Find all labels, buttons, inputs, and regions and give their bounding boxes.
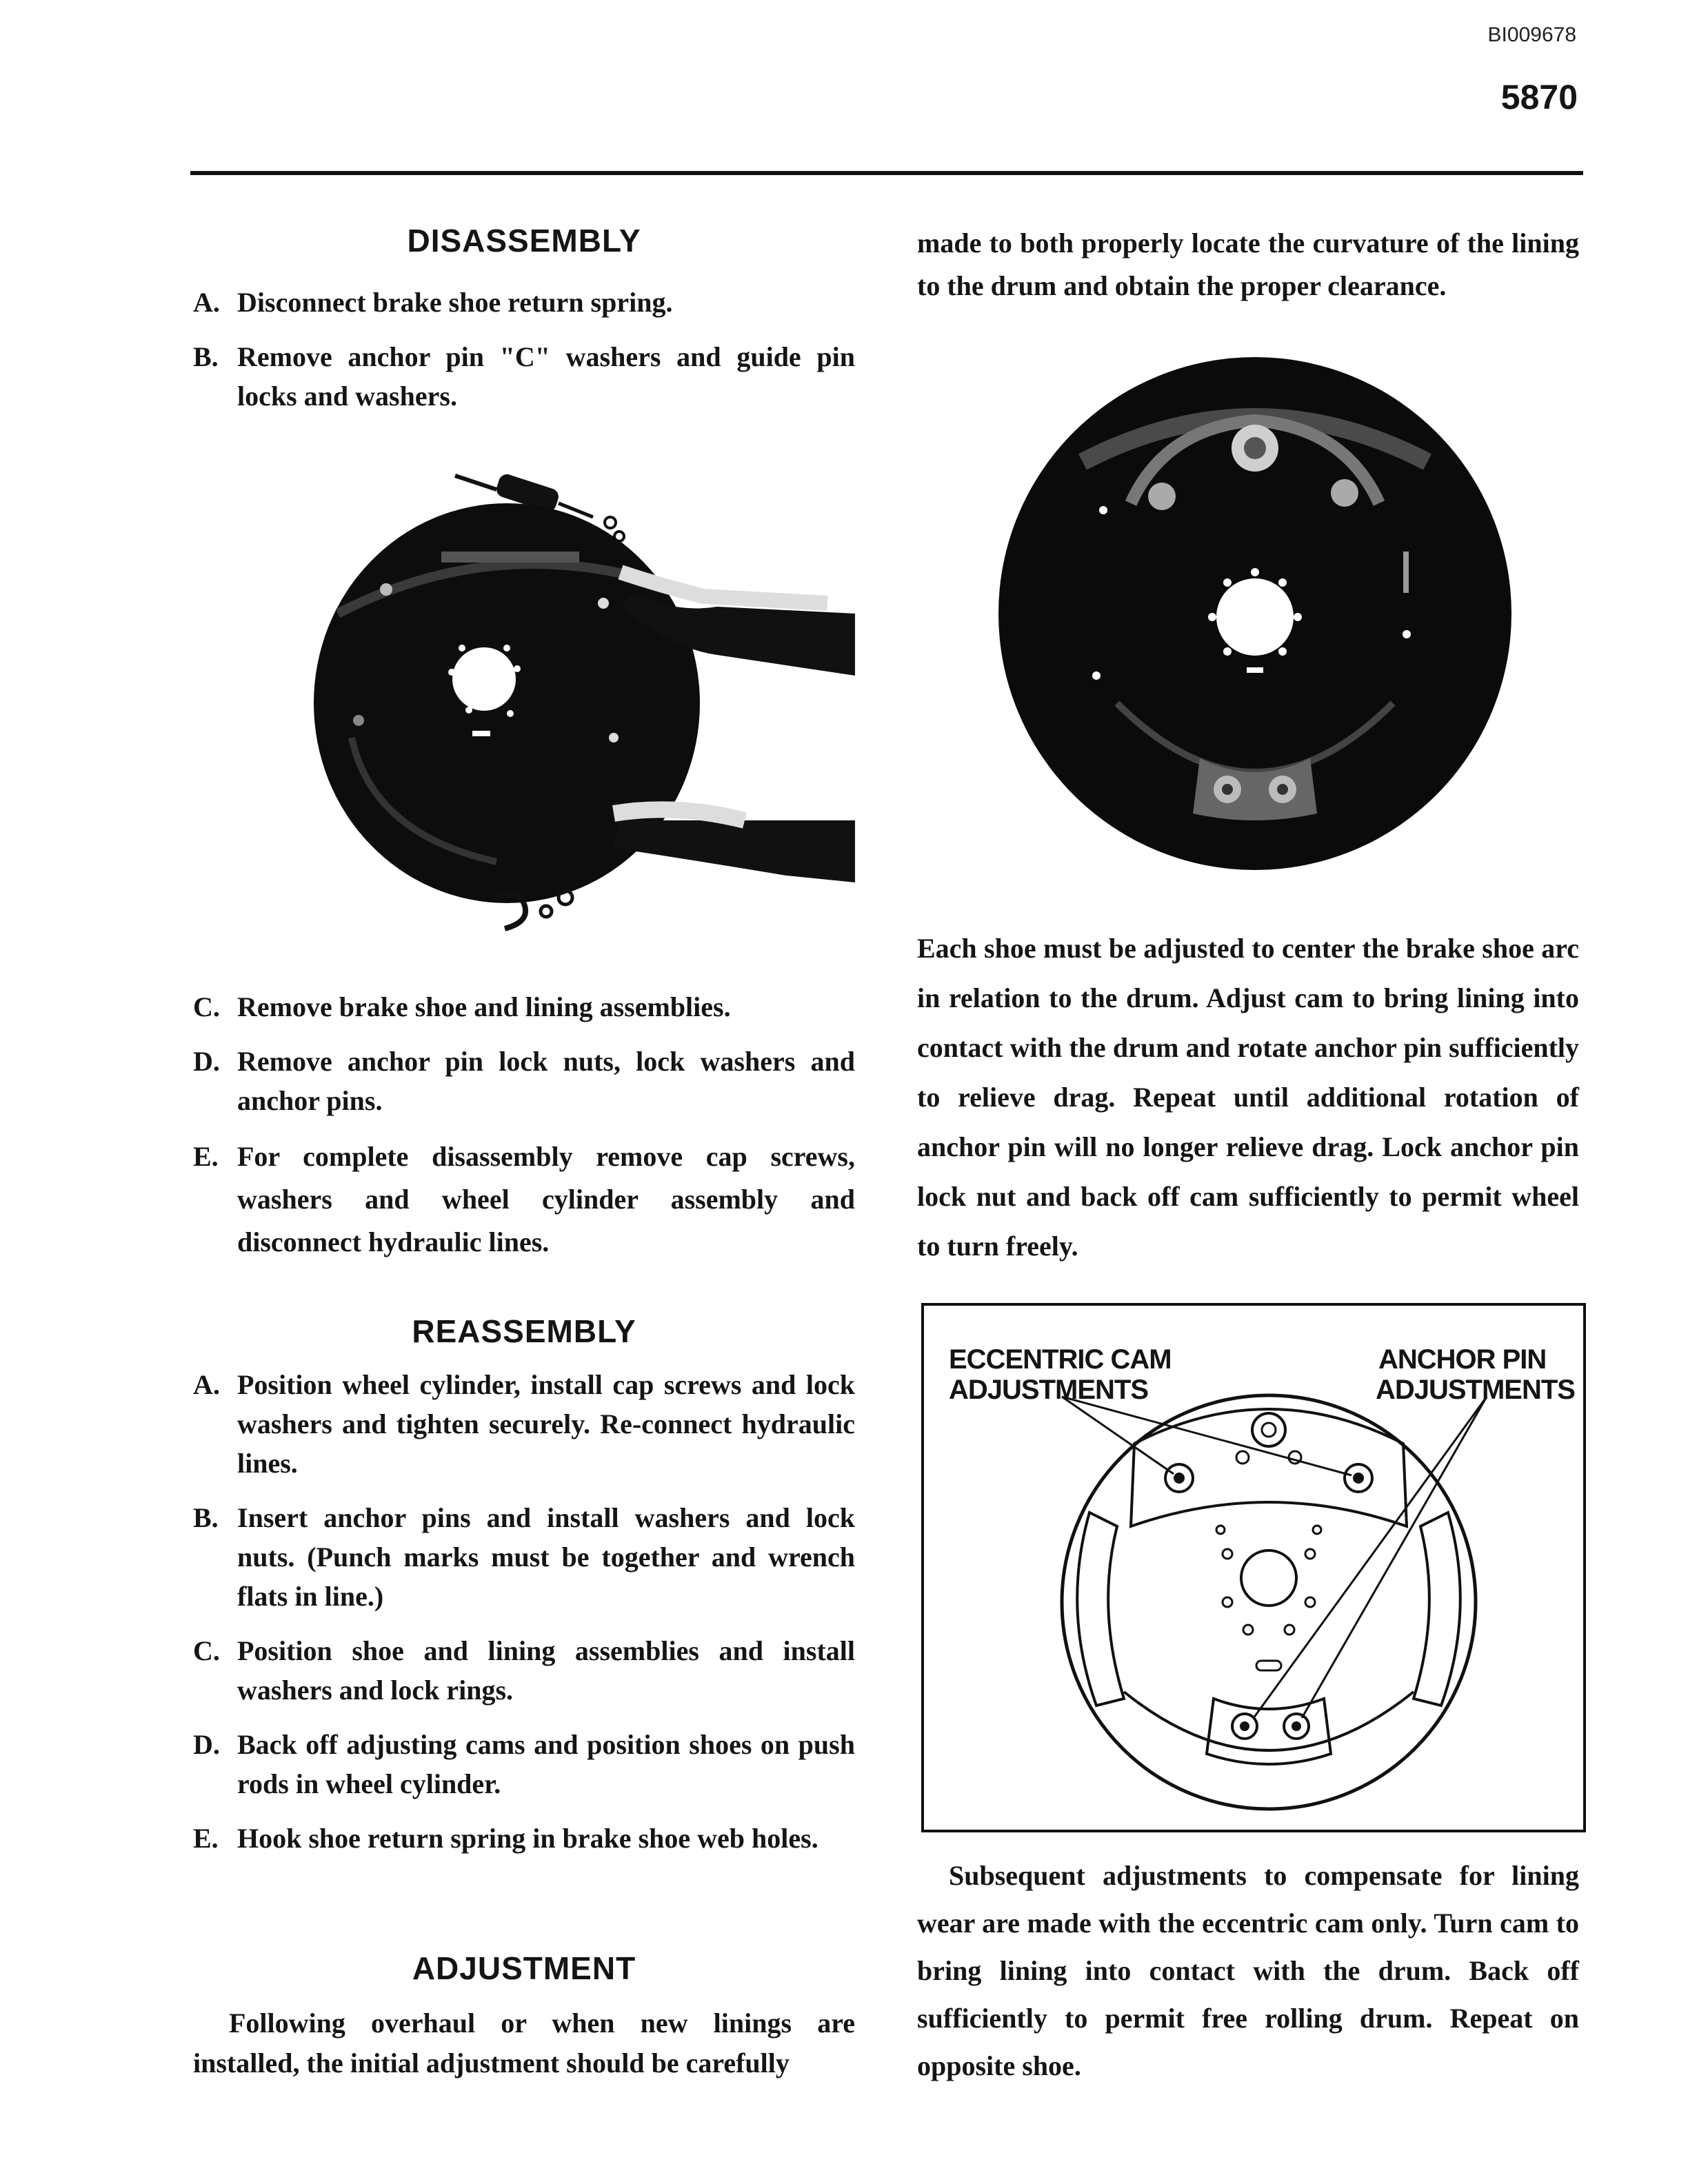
item-text: Position wheel cylinder, install cap screws and lock washers and tighten securely. Re-connect hydraulic lines. — [237, 1369, 855, 1479]
item-letter: D. — [193, 1046, 220, 1077]
list-item — [193, 283, 855, 322]
item-text: For complete disassembly remove cap screws, washers and wheel cylinder assembly and disconnect hydraulic lines. — [237, 1141, 855, 1257]
item-letter: C. — [193, 991, 220, 1022]
list-item — [193, 987, 855, 1027]
item-text: Remove brake shoe and lining assemblies. — [237, 991, 731, 1022]
item-letter: B. — [193, 341, 219, 372]
item-letter: A. — [193, 1369, 220, 1400]
list-item — [193, 1725, 855, 1803]
list-item — [193, 1042, 855, 1120]
item-letter: D. — [193, 1729, 220, 1760]
anchor-pin-label — [1376, 1344, 1575, 1405]
brake-assembly-photo — [993, 345, 1517, 882]
item-text: Hook shoe return spring in brake shoe web holes. — [237, 1823, 818, 1854]
adjustment-heading: ADJUSTMENT — [412, 1950, 636, 1986]
item-letter: E. — [193, 1823, 219, 1854]
item-text: Remove anchor pin "C" washers and guide pin locks and washers. — [237, 341, 855, 412]
adjustment-intro-continued: made to both properly locate the curvature of the lining to the drum and obtain the proper clearance. — [917, 228, 1579, 301]
label-line: ADJUSTMENTS — [1375, 1375, 1575, 1405]
item-text: Remove anchor pin lock nuts, lock washers and anchor pins. — [237, 1046, 855, 1116]
shoe-adjustment-paragraph: Each shoe must be adjusted to center the brake shoe arc in relation to the drum. Adjust cam to bring lining into contact with the drum and rotate anchor pin sufficiently to relieve drag. Repeat until additional rotation of anchor pin will no longer relieve drag. Lock anchor pin lock nut and back off cam sufficiently to permit wheel to turn freely. — [917, 933, 1579, 1262]
eccentric-cam-label — [949, 1344, 1172, 1405]
brake-disassembly-photo — [290, 448, 869, 944]
label-line: ADJUSTMENTS — [949, 1375, 1149, 1405]
list-item — [193, 1631, 855, 1710]
page-number: 5870 — [1500, 78, 1578, 117]
item-text: Insert anchor pins and install washers and lock nuts. (Punch marks must be together and wrench flats in line.) — [237, 1502, 855, 1612]
list-item — [193, 337, 855, 416]
subsequent-adjustment-paragraph: Subsequent adjustments to compensate for lining wear are made with the eccentric cam only. Turn cam to bring lining into contact with the drum. Back off sufficiently to permit free rolling drum. Repeat on opposite shoe. — [917, 1860, 1579, 2081]
item-letter: A. — [193, 287, 220, 318]
item-letter: C. — [193, 1635, 220, 1666]
item-text: Back off adjusting cams and position shoes on push rods in wheel cylinder. — [237, 1729, 855, 1799]
item-text: Disconnect brake shoe return spring. — [237, 287, 673, 318]
item-letter: B. — [193, 1502, 219, 1533]
disassembly-list-bottom — [193, 987, 855, 1279]
list-item — [193, 1498, 855, 1616]
list-item — [193, 1365, 855, 1483]
adjustment-diagram — [921, 1303, 1586, 1832]
document-id: BI009678 — [1487, 23, 1576, 46]
disassembly-list-top — [193, 283, 855, 431]
list-item — [193, 1135, 855, 1264]
reassembly-list — [193, 1365, 855, 1873]
item-text: Position shoe and lining assemblies and install washers and lock rings. — [237, 1635, 855, 1706]
label-line: ANCHOR PIN — [1378, 1344, 1547, 1375]
list-item — [193, 1819, 855, 1858]
disassembly-heading: DISASSEMBLY — [407, 223, 641, 259]
adjustment-intro: Following overhaul or when new linings are installed, the initial adjustment should be carefully — [193, 2008, 855, 2079]
item-letter: E. — [193, 1141, 219, 1172]
label-line: ECCENTRIC CAM — [949, 1344, 1172, 1375]
reassembly-heading: REASSEMBLY — [412, 1313, 636, 1349]
header-rule — [190, 171, 1583, 175]
